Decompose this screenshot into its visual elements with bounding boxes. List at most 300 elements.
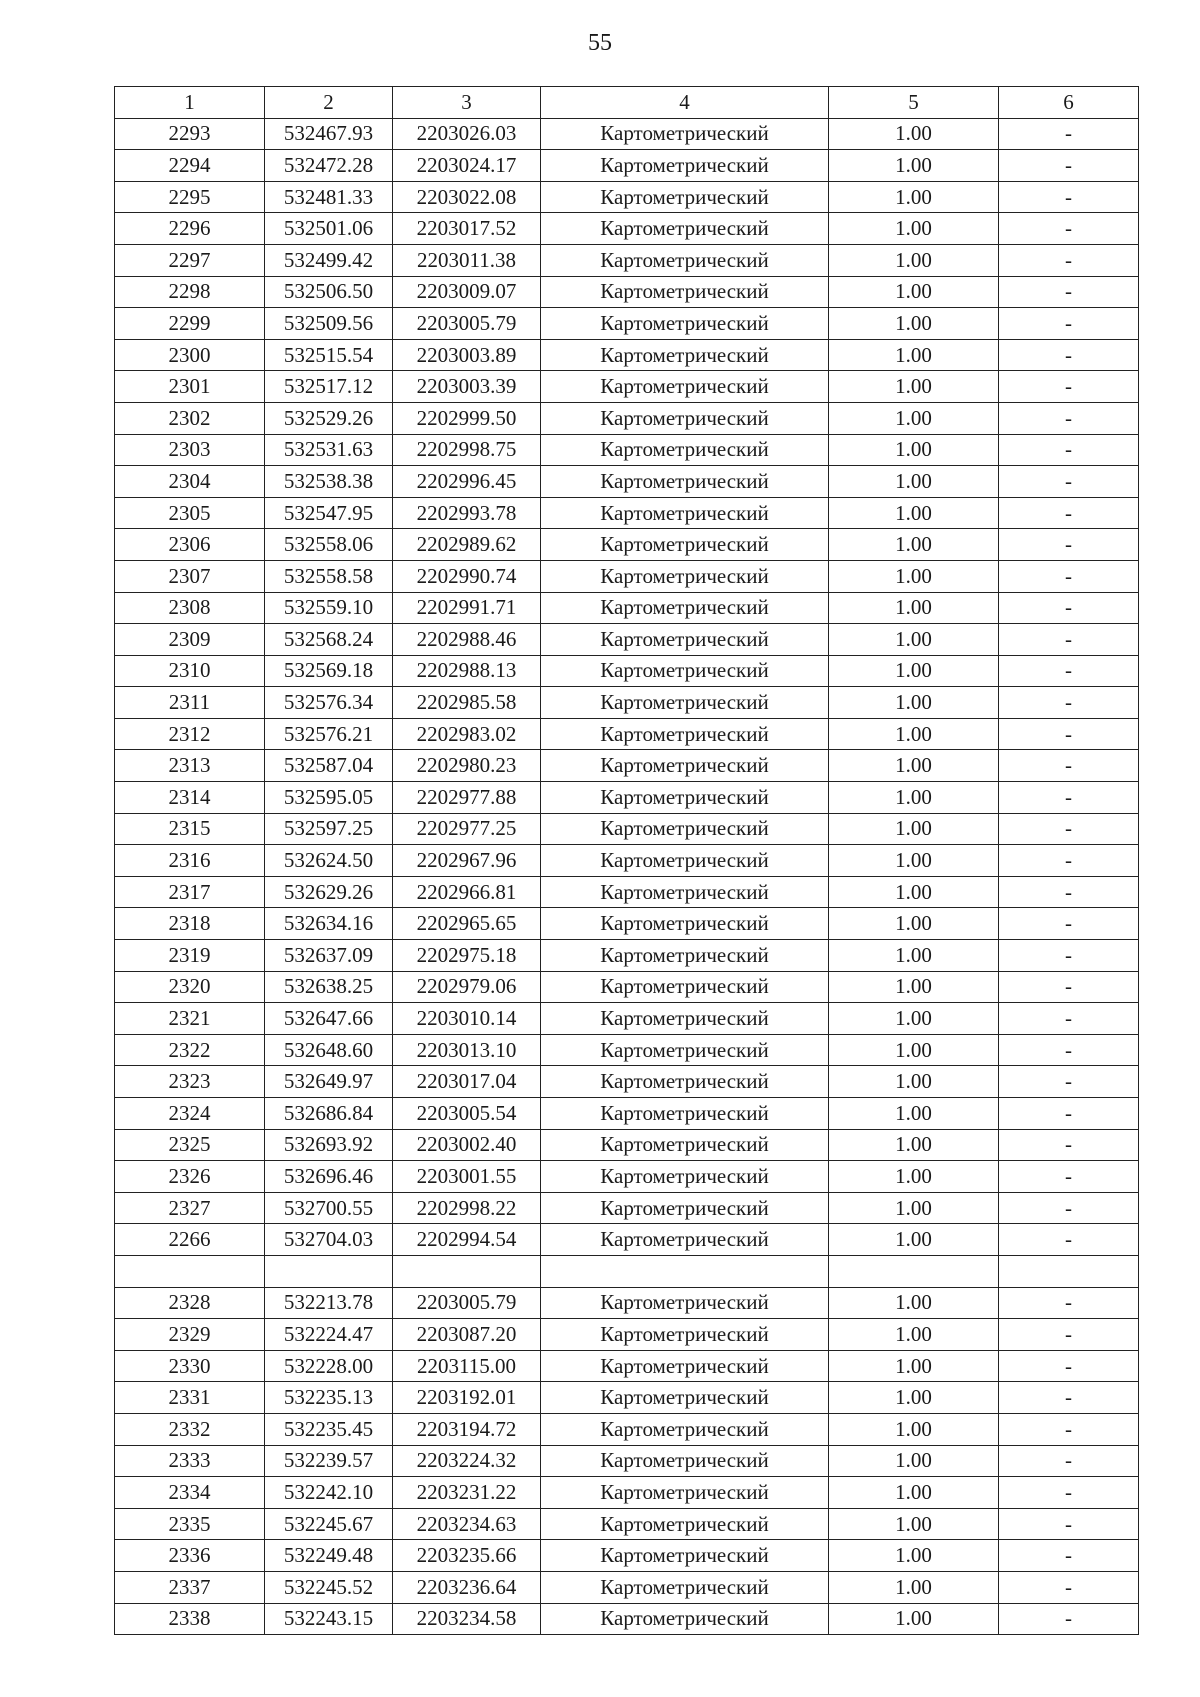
y-coordinate-cell: 2203017.04 xyxy=(393,1066,541,1098)
x-coordinate-cell: 532515.54 xyxy=(265,339,393,371)
note-cell: - xyxy=(999,1224,1139,1256)
accuracy-cell: 1.00 xyxy=(829,1445,999,1477)
table-row xyxy=(115,150,1139,182)
accuracy-cell: 1.00 xyxy=(829,1319,999,1351)
method-cell: Картометрический xyxy=(541,1224,829,1256)
y-coordinate-cell: 2202980.23 xyxy=(393,750,541,782)
table-row xyxy=(115,1319,1139,1351)
method-cell xyxy=(541,1255,829,1287)
table-row xyxy=(115,1540,1139,1572)
method-cell: Картометрический xyxy=(541,908,829,940)
accuracy-cell: 1.00 xyxy=(829,1413,999,1445)
y-coordinate-cell: 2202990.74 xyxy=(393,560,541,592)
point-number-cell: 2321 xyxy=(115,1003,265,1035)
x-coordinate-cell: 532558.06 xyxy=(265,529,393,561)
method-cell: Картометрический xyxy=(541,1129,829,1161)
note-cell: - xyxy=(999,118,1139,150)
point-number-cell: 2317 xyxy=(115,876,265,908)
table-row xyxy=(115,1382,1139,1414)
point-number-cell: 2327 xyxy=(115,1192,265,1224)
method-cell: Картометрический xyxy=(541,845,829,877)
note-cell: - xyxy=(999,371,1139,403)
method-cell: Картометрический xyxy=(541,1413,829,1445)
table-row xyxy=(115,1287,1139,1319)
x-coordinate-cell: 532547.95 xyxy=(265,497,393,529)
point-number-cell: 2305 xyxy=(115,497,265,529)
y-coordinate-cell: 2203024.17 xyxy=(393,150,541,182)
accuracy-cell: 1.00 xyxy=(829,181,999,213)
table-row xyxy=(115,213,1139,245)
table-row xyxy=(115,782,1139,814)
point-number-cell: 2300 xyxy=(115,339,265,371)
x-coordinate-cell: 532242.10 xyxy=(265,1477,393,1509)
header-cell: 6 xyxy=(999,87,1139,119)
x-coordinate-cell: 532693.92 xyxy=(265,1129,393,1161)
y-coordinate-cell: 2203234.58 xyxy=(393,1603,541,1635)
table-row xyxy=(115,750,1139,782)
point-number-cell: 2325 xyxy=(115,1129,265,1161)
y-coordinate-cell: 2203009.07 xyxy=(393,276,541,308)
y-coordinate-cell: 2203011.38 xyxy=(393,244,541,276)
point-number-cell: 2301 xyxy=(115,371,265,403)
method-cell: Картометрический xyxy=(541,876,829,908)
point-number-cell: 2318 xyxy=(115,908,265,940)
x-coordinate-cell: 532597.25 xyxy=(265,813,393,845)
y-coordinate-cell: 2203001.55 xyxy=(393,1161,541,1193)
accuracy-cell: 1.00 xyxy=(829,845,999,877)
point-number-cell: 2302 xyxy=(115,402,265,434)
table-row xyxy=(115,908,1139,940)
table-row xyxy=(115,1603,1139,1635)
method-cell: Картометрический xyxy=(541,1287,829,1319)
note-cell xyxy=(999,1255,1139,1287)
note-cell: - xyxy=(999,466,1139,498)
note-cell: - xyxy=(999,1098,1139,1130)
table-row xyxy=(115,276,1139,308)
table-row xyxy=(115,1034,1139,1066)
x-coordinate-cell: 532558.58 xyxy=(265,560,393,592)
table-row xyxy=(115,592,1139,624)
note-cell: - xyxy=(999,655,1139,687)
point-number-cell: 2309 xyxy=(115,624,265,656)
point-number-cell: 2296 xyxy=(115,213,265,245)
y-coordinate-cell: 2202998.22 xyxy=(393,1192,541,1224)
method-cell: Картометрический xyxy=(541,1382,829,1414)
accuracy-cell: 1.00 xyxy=(829,276,999,308)
table-row xyxy=(115,1224,1139,1256)
note-cell: - xyxy=(999,908,1139,940)
accuracy-cell: 1.00 xyxy=(829,592,999,624)
y-coordinate-cell: 2203192.01 xyxy=(393,1382,541,1414)
y-coordinate-cell: 2203002.40 xyxy=(393,1129,541,1161)
table-row xyxy=(115,1571,1139,1603)
x-coordinate-cell: 532509.56 xyxy=(265,308,393,340)
x-coordinate-cell: 532245.67 xyxy=(265,1508,393,1540)
point-number-cell: 2295 xyxy=(115,181,265,213)
point-number-cell: 2330 xyxy=(115,1350,265,1382)
accuracy-cell: 1.00 xyxy=(829,908,999,940)
y-coordinate-cell: 2203115.00 xyxy=(393,1350,541,1382)
accuracy-cell: 1.00 xyxy=(829,1477,999,1509)
accuracy-cell: 1.00 xyxy=(829,687,999,719)
y-coordinate-cell: 2202998.75 xyxy=(393,434,541,466)
accuracy-cell: 1.00 xyxy=(829,339,999,371)
y-coordinate-cell: 2203194.72 xyxy=(393,1413,541,1445)
point-number-cell: 2297 xyxy=(115,244,265,276)
y-coordinate-cell: 2202991.71 xyxy=(393,592,541,624)
x-coordinate-cell: 532481.33 xyxy=(265,181,393,213)
note-cell: - xyxy=(999,308,1139,340)
y-coordinate-cell: 2203017.52 xyxy=(393,213,541,245)
method-cell: Картометрический xyxy=(541,1350,829,1382)
table-row xyxy=(115,718,1139,750)
method-cell: Картометрический xyxy=(541,560,829,592)
table-row xyxy=(115,971,1139,1003)
method-cell: Картометрический xyxy=(541,308,829,340)
note-cell: - xyxy=(999,1192,1139,1224)
x-coordinate-cell: 532506.50 xyxy=(265,276,393,308)
note-cell: - xyxy=(999,592,1139,624)
method-cell: Картометрический xyxy=(541,971,829,1003)
x-coordinate-cell: 532704.03 xyxy=(265,1224,393,1256)
point-number-cell: 2306 xyxy=(115,529,265,561)
method-cell: Картометрический xyxy=(541,624,829,656)
x-coordinate-cell: 532235.13 xyxy=(265,1382,393,1414)
y-coordinate-cell: 2203005.79 xyxy=(393,308,541,340)
table-row xyxy=(115,371,1139,403)
x-coordinate-cell: 532472.28 xyxy=(265,150,393,182)
y-coordinate-cell: 2202983.02 xyxy=(393,718,541,750)
accuracy-cell: 1.00 xyxy=(829,1066,999,1098)
table-row xyxy=(115,1192,1139,1224)
y-coordinate-cell: 2203005.79 xyxy=(393,1287,541,1319)
method-cell: Картометрический xyxy=(541,1066,829,1098)
x-coordinate-cell: 532501.06 xyxy=(265,213,393,245)
point-number-cell: 2320 xyxy=(115,971,265,1003)
table-row xyxy=(115,434,1139,466)
table-row xyxy=(115,1477,1139,1509)
table-row xyxy=(115,1508,1139,1540)
x-coordinate-cell xyxy=(265,1255,393,1287)
note-cell: - xyxy=(999,434,1139,466)
point-number-cell: 2326 xyxy=(115,1161,265,1193)
note-cell: - xyxy=(999,181,1139,213)
x-coordinate-cell: 532647.66 xyxy=(265,1003,393,1035)
point-number-cell: 2329 xyxy=(115,1319,265,1351)
point-number-cell: 2266 xyxy=(115,1224,265,1256)
x-coordinate-cell: 532529.26 xyxy=(265,402,393,434)
accuracy-cell: 1.00 xyxy=(829,750,999,782)
y-coordinate-cell: 2203022.08 xyxy=(393,181,541,213)
y-coordinate-cell: 2203026.03 xyxy=(393,118,541,150)
y-coordinate-cell: 2202999.50 xyxy=(393,402,541,434)
point-number-cell: 2316 xyxy=(115,845,265,877)
note-cell: - xyxy=(999,529,1139,561)
x-coordinate-cell: 532576.34 xyxy=(265,687,393,719)
point-number-cell: 2338 xyxy=(115,1603,265,1635)
note-cell: - xyxy=(999,1508,1139,1540)
x-coordinate-cell: 532696.46 xyxy=(265,1161,393,1193)
x-coordinate-cell: 532224.47 xyxy=(265,1319,393,1351)
method-cell: Картометрический xyxy=(541,181,829,213)
x-coordinate-cell: 532538.38 xyxy=(265,466,393,498)
y-coordinate-cell: 2202977.88 xyxy=(393,782,541,814)
note-cell: - xyxy=(999,1350,1139,1382)
accuracy-cell: 1.00 xyxy=(829,118,999,150)
point-number-cell: 2311 xyxy=(115,687,265,719)
accuracy-cell: 1.00 xyxy=(829,1287,999,1319)
table-row xyxy=(115,308,1139,340)
y-coordinate-cell: 2203087.20 xyxy=(393,1319,541,1351)
point-number-cell: 2332 xyxy=(115,1413,265,1445)
y-coordinate-cell: 2203003.39 xyxy=(393,371,541,403)
method-cell: Картометрический xyxy=(541,466,829,498)
table-row xyxy=(115,339,1139,371)
note-cell: - xyxy=(999,1319,1139,1351)
x-coordinate-cell: 532213.78 xyxy=(265,1287,393,1319)
point-number-cell: 2324 xyxy=(115,1098,265,1130)
method-cell: Картометрический xyxy=(541,244,829,276)
x-coordinate-cell: 532648.60 xyxy=(265,1034,393,1066)
accuracy-cell: 1.00 xyxy=(829,402,999,434)
point-number-cell: 2319 xyxy=(115,940,265,972)
y-coordinate-cell: 2203010.14 xyxy=(393,1003,541,1035)
table-row xyxy=(115,181,1139,213)
point-number-cell: 2312 xyxy=(115,718,265,750)
point-number-cell: 2294 xyxy=(115,150,265,182)
note-cell: - xyxy=(999,624,1139,656)
y-coordinate-cell: 2202979.06 xyxy=(393,971,541,1003)
y-coordinate-cell: 2203234.63 xyxy=(393,1508,541,1540)
point-number-cell: 2337 xyxy=(115,1571,265,1603)
accuracy-cell: 1.00 xyxy=(829,1129,999,1161)
y-coordinate-cell: 2202977.25 xyxy=(393,813,541,845)
y-coordinate-cell: 2203013.10 xyxy=(393,1034,541,1066)
accuracy-cell: 1.00 xyxy=(829,466,999,498)
y-coordinate-cell: 2202975.18 xyxy=(393,940,541,972)
table-row xyxy=(115,1350,1139,1382)
header-cell: 1 xyxy=(115,87,265,119)
table-row xyxy=(115,1161,1139,1193)
x-coordinate-cell: 532243.15 xyxy=(265,1603,393,1635)
method-cell: Картометрический xyxy=(541,339,829,371)
x-coordinate-cell: 532634.16 xyxy=(265,908,393,940)
method-cell: Картометрический xyxy=(541,1192,829,1224)
header-cell: 4 xyxy=(541,87,829,119)
point-number-cell: 2308 xyxy=(115,592,265,624)
x-coordinate-cell: 532700.55 xyxy=(265,1192,393,1224)
table-row xyxy=(115,402,1139,434)
accuracy-cell: 1.00 xyxy=(829,308,999,340)
note-cell: - xyxy=(999,1161,1139,1193)
point-number-cell: 2299 xyxy=(115,308,265,340)
x-coordinate-cell: 532531.63 xyxy=(265,434,393,466)
accuracy-cell: 1.00 xyxy=(829,150,999,182)
accuracy-cell: 1.00 xyxy=(829,1224,999,1256)
note-cell: - xyxy=(999,497,1139,529)
y-coordinate-cell: 2202988.13 xyxy=(393,655,541,687)
point-number-cell: 2314 xyxy=(115,782,265,814)
accuracy-cell: 1.00 xyxy=(829,1192,999,1224)
x-coordinate-cell: 532239.57 xyxy=(265,1445,393,1477)
note-cell: - xyxy=(999,1445,1139,1477)
note-cell: - xyxy=(999,1287,1139,1319)
x-coordinate-cell: 532245.52 xyxy=(265,1571,393,1603)
note-cell: - xyxy=(999,940,1139,972)
y-coordinate-cell: 2203235.66 xyxy=(393,1540,541,1572)
method-cell: Картометрический xyxy=(541,1603,829,1635)
accuracy-cell: 1.00 xyxy=(829,213,999,245)
y-coordinate-cell: 2202966.81 xyxy=(393,876,541,908)
table-spacer-row xyxy=(115,1255,1139,1287)
accuracy-cell: 1.00 xyxy=(829,1571,999,1603)
point-number-cell: 2333 xyxy=(115,1445,265,1477)
table-row xyxy=(115,624,1139,656)
table-row xyxy=(115,1098,1139,1130)
y-coordinate-cell: 2202985.58 xyxy=(393,687,541,719)
method-cell: Картометрический xyxy=(541,150,829,182)
point-number-cell: 2307 xyxy=(115,560,265,592)
method-cell: Картометрический xyxy=(541,718,829,750)
table-row xyxy=(115,1003,1139,1035)
method-cell: Картометрический xyxy=(541,1161,829,1193)
x-coordinate-cell: 532569.18 xyxy=(265,655,393,687)
x-coordinate-cell: 532576.21 xyxy=(265,718,393,750)
note-cell: - xyxy=(999,1413,1139,1445)
point-number-cell: 2304 xyxy=(115,466,265,498)
accuracy-cell: 1.00 xyxy=(829,1003,999,1035)
note-cell: - xyxy=(999,1571,1139,1603)
method-cell: Картометрический xyxy=(541,402,829,434)
note-cell: - xyxy=(999,1477,1139,1509)
method-cell: Картометрический xyxy=(541,940,829,972)
point-number-cell: 2328 xyxy=(115,1287,265,1319)
method-cell: Картометрический xyxy=(541,655,829,687)
method-cell: Картометрический xyxy=(541,1319,829,1351)
y-coordinate-cell: 2202965.65 xyxy=(393,908,541,940)
accuracy-cell: 1.00 xyxy=(829,497,999,529)
method-cell: Картометрический xyxy=(541,687,829,719)
table-row xyxy=(115,876,1139,908)
table-row xyxy=(115,687,1139,719)
note-cell: - xyxy=(999,876,1139,908)
accuracy-cell: 1.00 xyxy=(829,655,999,687)
method-cell: Картометрический xyxy=(541,118,829,150)
x-coordinate-cell: 532559.10 xyxy=(265,592,393,624)
table-row xyxy=(115,1066,1139,1098)
note-cell: - xyxy=(999,1540,1139,1572)
x-coordinate-cell: 532629.26 xyxy=(265,876,393,908)
accuracy-cell: 1.00 xyxy=(829,782,999,814)
note-cell: - xyxy=(999,244,1139,276)
x-coordinate-cell: 532467.93 xyxy=(265,118,393,150)
point-number-cell: 2334 xyxy=(115,1477,265,1509)
note-cell: - xyxy=(999,1003,1139,1035)
note-cell: - xyxy=(999,687,1139,719)
y-coordinate-cell xyxy=(393,1255,541,1287)
table-row xyxy=(115,244,1139,276)
y-coordinate-cell: 2203005.54 xyxy=(393,1098,541,1130)
accuracy-cell: 1.00 xyxy=(829,1098,999,1130)
note-cell: - xyxy=(999,782,1139,814)
table-row xyxy=(115,845,1139,877)
method-cell: Картометрический xyxy=(541,1571,829,1603)
accuracy-cell: 1.00 xyxy=(829,1508,999,1540)
point-number-cell: 2336 xyxy=(115,1540,265,1572)
accuracy-cell: 1.00 xyxy=(829,940,999,972)
point-number-cell: 2315 xyxy=(115,813,265,845)
accuracy-cell: 1.00 xyxy=(829,876,999,908)
table-row xyxy=(115,655,1139,687)
note-cell: - xyxy=(999,1034,1139,1066)
y-coordinate-cell: 2203003.89 xyxy=(393,339,541,371)
x-coordinate-cell: 532587.04 xyxy=(265,750,393,782)
note-cell: - xyxy=(999,402,1139,434)
note-cell: - xyxy=(999,276,1139,308)
accuracy-cell: 1.00 xyxy=(829,371,999,403)
accuracy-cell: 1.00 xyxy=(829,1161,999,1193)
accuracy-cell: 1.00 xyxy=(829,1603,999,1635)
accuracy-cell: 1.00 xyxy=(829,718,999,750)
point-number-cell: 2298 xyxy=(115,276,265,308)
y-coordinate-cell: 2203231.22 xyxy=(393,1477,541,1509)
y-coordinate-cell: 2202996.45 xyxy=(393,466,541,498)
y-coordinate-cell: 2202989.62 xyxy=(393,529,541,561)
accuracy-cell: 1.00 xyxy=(829,1034,999,1066)
x-coordinate-cell: 532235.45 xyxy=(265,1413,393,1445)
table-row xyxy=(115,497,1139,529)
x-coordinate-cell: 532686.84 xyxy=(265,1098,393,1130)
y-coordinate-cell: 2203236.64 xyxy=(393,1571,541,1603)
accuracy-cell: 1.00 xyxy=(829,1540,999,1572)
accuracy-cell: 1.00 xyxy=(829,244,999,276)
point-number-cell: 2335 xyxy=(115,1508,265,1540)
note-cell: - xyxy=(999,1129,1139,1161)
x-coordinate-cell: 532595.05 xyxy=(265,782,393,814)
x-coordinate-cell: 532638.25 xyxy=(265,971,393,1003)
table-row xyxy=(115,940,1139,972)
accuracy-cell: 1.00 xyxy=(829,560,999,592)
table-row xyxy=(115,1129,1139,1161)
point-number-cell: 2310 xyxy=(115,655,265,687)
accuracy-cell: 1.00 xyxy=(829,971,999,1003)
point-number-cell: 2331 xyxy=(115,1382,265,1414)
point-number-cell xyxy=(115,1255,265,1287)
accuracy-cell: 1.00 xyxy=(829,1382,999,1414)
accuracy-cell: 1.00 xyxy=(829,813,999,845)
method-cell: Картометрический xyxy=(541,371,829,403)
accuracy-cell: 1.00 xyxy=(829,1350,999,1382)
x-coordinate-cell: 532228.00 xyxy=(265,1350,393,1382)
method-cell: Картометрический xyxy=(541,750,829,782)
x-coordinate-cell: 532499.42 xyxy=(265,244,393,276)
table-row xyxy=(115,529,1139,561)
y-coordinate-cell: 2202988.46 xyxy=(393,624,541,656)
point-number-cell: 2293 xyxy=(115,118,265,150)
method-cell: Картометрический xyxy=(541,497,829,529)
accuracy-cell: 1.00 xyxy=(829,624,999,656)
note-cell: - xyxy=(999,213,1139,245)
note-cell: - xyxy=(999,750,1139,782)
note-cell: - xyxy=(999,1382,1139,1414)
x-coordinate-cell: 532624.50 xyxy=(265,845,393,877)
y-coordinate-cell: 2202994.54 xyxy=(393,1224,541,1256)
method-cell: Картометрический xyxy=(541,276,829,308)
page-number: 55 xyxy=(588,30,612,56)
table-row xyxy=(115,118,1139,150)
x-coordinate-cell: 532637.09 xyxy=(265,940,393,972)
method-cell: Картометрический xyxy=(541,1477,829,1509)
